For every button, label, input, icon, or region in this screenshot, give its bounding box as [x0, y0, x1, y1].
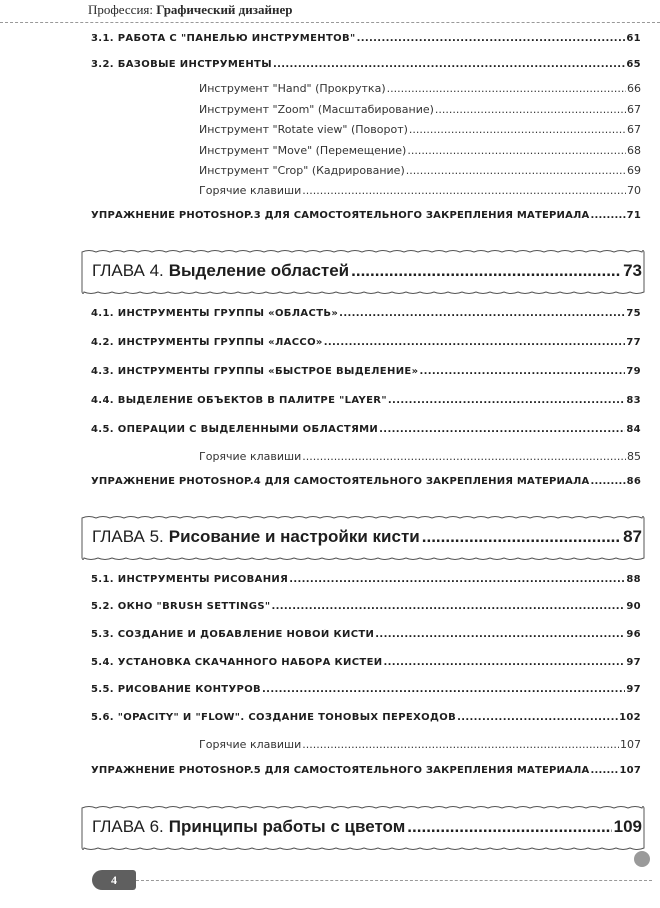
page-number: 69 [627, 164, 641, 177]
dot-leader [590, 765, 618, 776]
toc-subsection [199, 82, 641, 95]
dot-leader [357, 33, 626, 44]
toc-subsection [199, 103, 641, 116]
dot-leader [271, 601, 625, 612]
entry-title: УПРАЖНЕНИЕ PHOTOSHOP.5 ДЛЯ САМОСТОЯТЕЛЬНОГО ЗАКРЕПЛЕНИЯ МАТЕРИАЛА [91, 765, 590, 776]
page-number: 68 [627, 144, 641, 157]
dot-leader [289, 574, 625, 585]
entry-title: Горячие клавиши [199, 738, 302, 751]
running-header-prefix: Профессия: [88, 2, 153, 17]
toc-exercise [91, 476, 641, 487]
entry-title: 3.2. БАЗОВЫЕ ИНСТРУМЕНТЫ [91, 59, 272, 70]
entry-title: 5.3. СОЗДАНИЕ И ДОБАВЛЕНИЕ НОВОЙ КИСТИ [91, 629, 375, 640]
entry-title: УПРАЖНЕНИЕ PHOTOSHOP.4 ДЛЯ САМОСТОЯТЕЛЬНОГО ЗАКРЕПЛЕНИЯ МАТЕРИАЛА [91, 476, 590, 487]
toc-subsection [199, 738, 641, 751]
dot-leader [409, 123, 626, 136]
dot-leader [407, 144, 626, 157]
page-number: 65 [626, 59, 641, 70]
toc-subsection [199, 164, 641, 177]
dot-leader [419, 366, 625, 377]
toc-subsection [199, 450, 641, 463]
dot-leader [407, 817, 611, 837]
entry-title: 5.1. ИНСТРУМЕНТЫ РИСОВАНИЯ [91, 574, 289, 585]
entry-title: Инструмент "Rotate view" (Поворот) [199, 123, 408, 136]
entry-title: Инструмент "Hand" (Прокрутка) [199, 82, 386, 95]
toc-section [91, 366, 641, 377]
page-number: 70 [627, 184, 641, 197]
page-number: 96 [626, 629, 641, 640]
page-number-badge: 4 [92, 870, 136, 890]
entry-title: 4.5. ОПЕРАЦИИ С ВЫДЕЛЕННЫМИ ОБЛАСТЯМИ [91, 424, 379, 435]
footer-divider [136, 880, 652, 881]
entry-title: 5.5. РИСОВАНИЕ КОНТУРОВ [91, 684, 262, 695]
page-number: 86 [626, 476, 641, 487]
page-number: 109 [613, 817, 642, 836]
running-header [88, 2, 292, 18]
entry-title: Инструмент "Zoom" (Масштабирование) [199, 103, 434, 116]
page-number: 85 [627, 450, 641, 463]
dot-leader [384, 657, 626, 668]
chapter-heading [78, 803, 648, 853]
dot-leader [590, 210, 625, 221]
chapter-heading [78, 247, 648, 297]
page-number: 71 [626, 210, 641, 221]
page-number: 97 [626, 657, 641, 668]
page-number: 79 [626, 366, 641, 377]
chapter-label: ГЛАВА 4. [92, 261, 164, 280]
page-number: 83 [626, 395, 641, 406]
toc-section [91, 308, 641, 319]
toc-exercise [91, 210, 641, 221]
toc-section [91, 684, 641, 695]
toc-section [91, 712, 641, 723]
entry-title: 4.2. ИНСТРУМЕНТЫ ГРУППЫ «ЛАССО» [91, 337, 323, 348]
entry-title: Инструмент "Crop" (Кадрирование) [199, 164, 405, 177]
page-number: 90 [626, 601, 641, 612]
dot-leader [302, 450, 626, 463]
dot-leader [302, 738, 619, 751]
dot-leader [435, 103, 626, 116]
dot-leader [339, 308, 625, 319]
dot-leader [387, 82, 626, 95]
entry-title: 3.1. РАБОТА С "ПАНЕЛЬЮ ИНСТРУМЕНТОВ" [91, 33, 356, 44]
page-number: 88 [626, 574, 641, 585]
chapter-line [92, 261, 642, 281]
entry-title: 5.4. УСТАНОВКА СКАЧАННОГО НАБОРА КИСТЕЙ [91, 657, 383, 668]
chapter-label: ГЛАВА 5. [92, 527, 164, 546]
entry-title: Горячие клавиши [199, 184, 302, 197]
entry-title: 4.1. ИНСТРУМЕНТЫ ГРУППЫ «ОБЛАСТЬ» [91, 308, 339, 319]
page-number: 67 [627, 103, 641, 116]
page-number: 73 [623, 261, 642, 280]
dot-leader [375, 629, 625, 640]
toc-section [91, 601, 641, 612]
dot-leader [457, 712, 618, 723]
running-header-title: Графический дизайнер [156, 2, 293, 17]
toc-subsection [199, 184, 641, 197]
dot-leader [388, 395, 625, 406]
dot-leader [422, 527, 621, 547]
toc-section [91, 337, 641, 348]
chapter-label: ГЛАВА 6. [92, 817, 164, 836]
entry-title: 4.3. ИНСТРУМЕНТЫ ГРУППЫ «БЫСТРОЕ ВЫДЕЛЕНИЕ» [91, 366, 419, 377]
dot-leader [262, 684, 625, 695]
dot-leader [351, 261, 621, 281]
entry-title: 5.6. "OPACITY" И "FLOW". СОЗДАНИЕ ТОНОВЫХ ПЕРЕХОДОВ [91, 712, 457, 723]
page-number: 75 [626, 308, 641, 319]
entry-title: УПРАЖНЕНИЕ PHOTOSHOP.3 ДЛЯ САМОСТОЯТЕЛЬНОГО ЗАКРЕПЛЕНИЯ МАТЕРИАЛА [91, 210, 590, 221]
toc-section [91, 424, 641, 435]
page-number: 87 [623, 527, 642, 546]
page-number: 66 [627, 82, 641, 95]
page-number: 97 [626, 684, 641, 695]
page-number: 107 [619, 765, 641, 776]
dot-leader [590, 476, 625, 487]
header-divider [0, 22, 660, 23]
toc-section [91, 657, 641, 668]
chapter-heading [78, 513, 648, 563]
chapter-title: Выделение областей [168, 261, 350, 280]
dot-leader [406, 164, 626, 177]
entry-title: 5.2. ОКНО "BRUSH SETTINGS" [91, 601, 271, 612]
dot-leader [379, 424, 625, 435]
dot-leader [273, 59, 625, 70]
chapter-line [92, 817, 642, 837]
toc-section [91, 59, 641, 70]
entry-title: Инструмент "Move" (Перемещение) [199, 144, 407, 157]
page-number: 102 [619, 712, 641, 723]
decorative-dot [634, 851, 650, 867]
toc-subsection [199, 123, 641, 136]
chapter-title: Рисование и настройки кисти [168, 527, 420, 546]
entry-title: Горячие клавиши [199, 450, 302, 463]
toc-section [91, 574, 641, 585]
dot-leader [302, 184, 626, 197]
entry-title: 4.4. ВЫДЕЛЕНИЕ ОБЪЕКТОВ В ПАЛИТРЕ "LAYER" [91, 395, 387, 406]
page-number: 107 [620, 738, 641, 751]
toc-section [91, 629, 641, 640]
toc-exercise [91, 765, 641, 776]
page-number: 67 [627, 123, 641, 136]
chapter-line [92, 527, 642, 547]
page-number: 61 [626, 33, 641, 44]
page-number: 84 [626, 424, 641, 435]
page-number: 77 [626, 337, 641, 348]
toc-section [91, 33, 641, 44]
toc-subsection [199, 144, 641, 157]
dot-leader [324, 337, 626, 348]
toc-section [91, 395, 641, 406]
chapter-title: Принципы работы с цветом [168, 817, 406, 836]
